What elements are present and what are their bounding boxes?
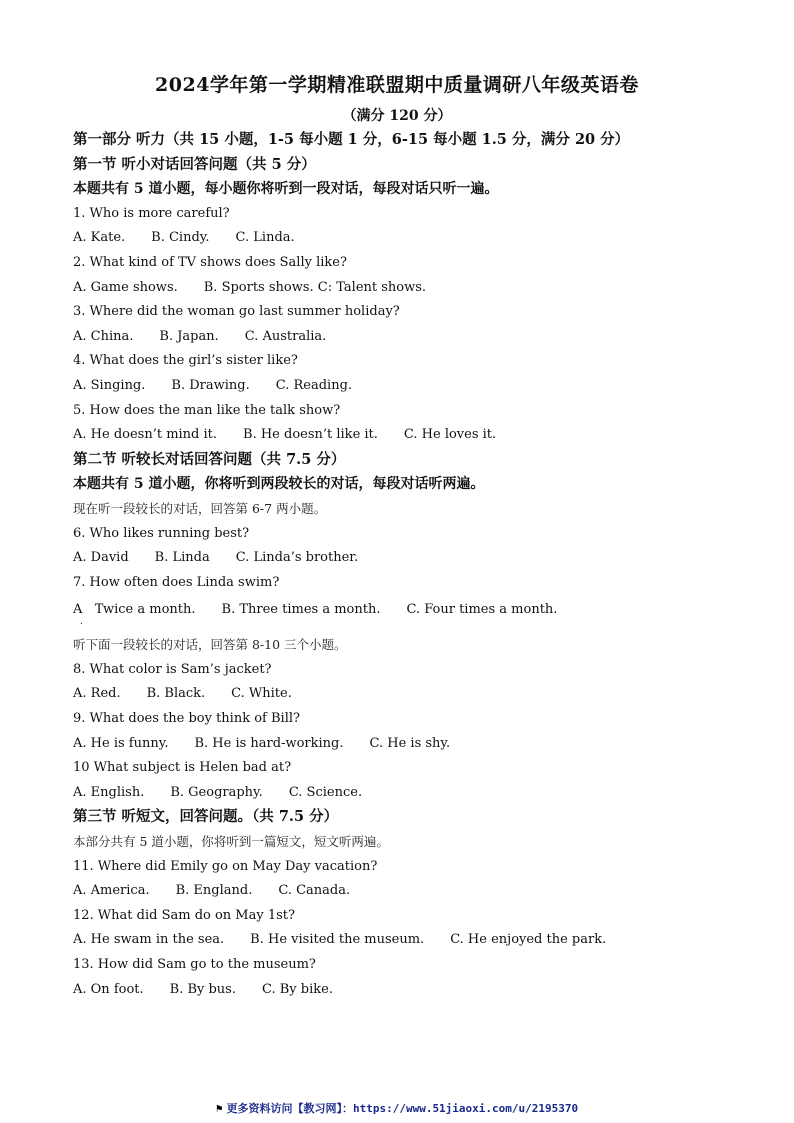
question-8: 8. What color is Sam’s jacket? — [73, 661, 272, 677]
option-a: A. China. — [73, 328, 134, 344]
option-c: C. By bike. — [262, 981, 333, 997]
page-subtitle: （满分 120 分） — [342, 108, 452, 124]
question-8-options — [73, 682, 753, 707]
option-a: A. On foot. — [73, 981, 144, 997]
option-b: B. England. — [175, 883, 253, 899]
option-b: B. He visited the museum. — [250, 932, 425, 948]
option-a: A Twice a month. — [73, 602, 196, 618]
question-5-options — [73, 423, 753, 448]
option-b: B. Linda — [154, 550, 210, 566]
option-b: B. Drawing. — [171, 377, 250, 393]
option-a: A. English. — [73, 784, 145, 800]
section1-heading: 第一节 听小对话回答问题（共 5 分） — [73, 155, 316, 173]
option-b: B. Black. — [146, 686, 206, 702]
question-9-options — [73, 732, 753, 757]
question-7-options — [73, 595, 753, 633]
option-c: C. Science. — [288, 784, 363, 800]
question-11: 11. Where did Emily go on May Day vacation? — [73, 858, 378, 874]
question-9: 9. What does the boy think of Bill? — [73, 711, 300, 727]
option-c: C. Australia. — [244, 328, 327, 344]
section3-instruction: 本部分共有 5 道小题，你将听到一篇短文，短文听两遍。 — [73, 834, 389, 850]
option-c: C. Linda’s brother. — [235, 550, 359, 566]
option-a: A. Game shows. — [73, 279, 178, 295]
question-10: 10 What subject is Helen bad at? — [73, 760, 292, 776]
option-c: C. Reading. — [275, 377, 353, 393]
question-13: 13. How did Sam go to the museum? — [73, 957, 316, 972]
question-6-options — [73, 546, 753, 571]
question-7: 7. How often does Linda swim? — [73, 574, 280, 590]
question-1-options — [73, 226, 753, 251]
question-11-options — [73, 879, 753, 904]
option-b: B. Cindy. — [151, 230, 210, 246]
section2-heading: 第二节 听较长对话回答问题（共 7.5 分） — [73, 450, 346, 468]
option-bc: B. Sports shows. C: Talent shows. — [203, 279, 427, 295]
question-6: 6. Who likes running best? — [73, 525, 250, 541]
option-c: C. He enjoyed the park. — [450, 932, 607, 948]
section2-note-2: 听下面一段较长的对话，回答第 8-10 三个小题。 — [73, 637, 347, 653]
option-b: B. Three times a month. — [221, 602, 381, 618]
option-b: B. By bus. — [169, 981, 236, 997]
option-c: C. Four times a month. — [406, 602, 558, 618]
section3-heading: 第三节 听短文，回答问题。（共 7.5 分） — [73, 808, 339, 826]
question-4: 4. What does the girl’s sister like? — [73, 353, 298, 369]
footer-link[interactable] — [0, 1100, 794, 1116]
option-a: A. Kate. — [73, 230, 126, 246]
option-a: A. He swam in the sea. — [73, 932, 225, 948]
question-4-options — [73, 374, 753, 399]
option-a: A. America. — [73, 883, 150, 899]
option-b: B. Geography. — [170, 784, 263, 800]
page-title: 2024学年第一学期精准联盟期中质量调研八年级英语卷 — [155, 74, 639, 96]
question-12-options — [73, 928, 753, 953]
question-1: 1. Who is more careful? — [73, 205, 230, 221]
section2-instruction: 本题共有 5 道小题，你将听到两段较长的对话，每段对话听两遍。 — [73, 476, 485, 493]
option-c: C. Linda. — [235, 230, 295, 246]
option-a: A. Red. — [73, 686, 121, 702]
option-a: A. He doesn’t mind it. — [73, 427, 218, 443]
option-c: C. He is shy. — [369, 735, 451, 751]
question-2: 2. What kind of TV shows does Sally like? — [73, 254, 347, 270]
option-c: C. White. — [231, 686, 292, 702]
section1-instruction: 本题共有 5 道小题，每小题你将听到一段对话，每段对话只听一遍。 — [73, 181, 499, 198]
question-3-options — [73, 325, 753, 350]
option-a: A. David — [73, 550, 129, 566]
question-2-options — [73, 276, 753, 301]
footer-text[interactable]: 更多资料访问【教习网】：https://www.51jiaoxi.com/u/2195370 — [226, 1102, 579, 1115]
question-13-options — [73, 978, 753, 1003]
flag-icon: ⚑ — [215, 1102, 223, 1115]
question-12: 12. What did Sam do on May 1st? — [73, 907, 295, 923]
option-b: B. Japan. — [159, 328, 219, 344]
option-c: C. Canada. — [278, 883, 351, 899]
option-c: C. He loves it. — [403, 427, 497, 443]
option-a: A. Singing. — [73, 377, 146, 393]
exam-content — [73, 128, 753, 1002]
question-3: 3. Where did the woman go last summer holiday? — [73, 304, 400, 320]
section2-note-1: 现在听一段较长的对话，回答第 6-7 两小题。 — [73, 500, 327, 516]
question-10-options — [73, 781, 753, 806]
option-a: A. He is funny. — [73, 735, 169, 751]
question-5: 5. How does the man like the talk show? — [73, 402, 341, 418]
option-b: B. He is hard-working. — [194, 735, 344, 751]
stray-dot-mark: . — [80, 617, 83, 628]
part1-heading: 第一部分 听力（共 15 小题，1-5 每小题 1 分，6-15 每小题 1.5 分，满分 20 分） — [73, 131, 630, 148]
option-b: B. He doesn’t like it. — [243, 427, 378, 443]
